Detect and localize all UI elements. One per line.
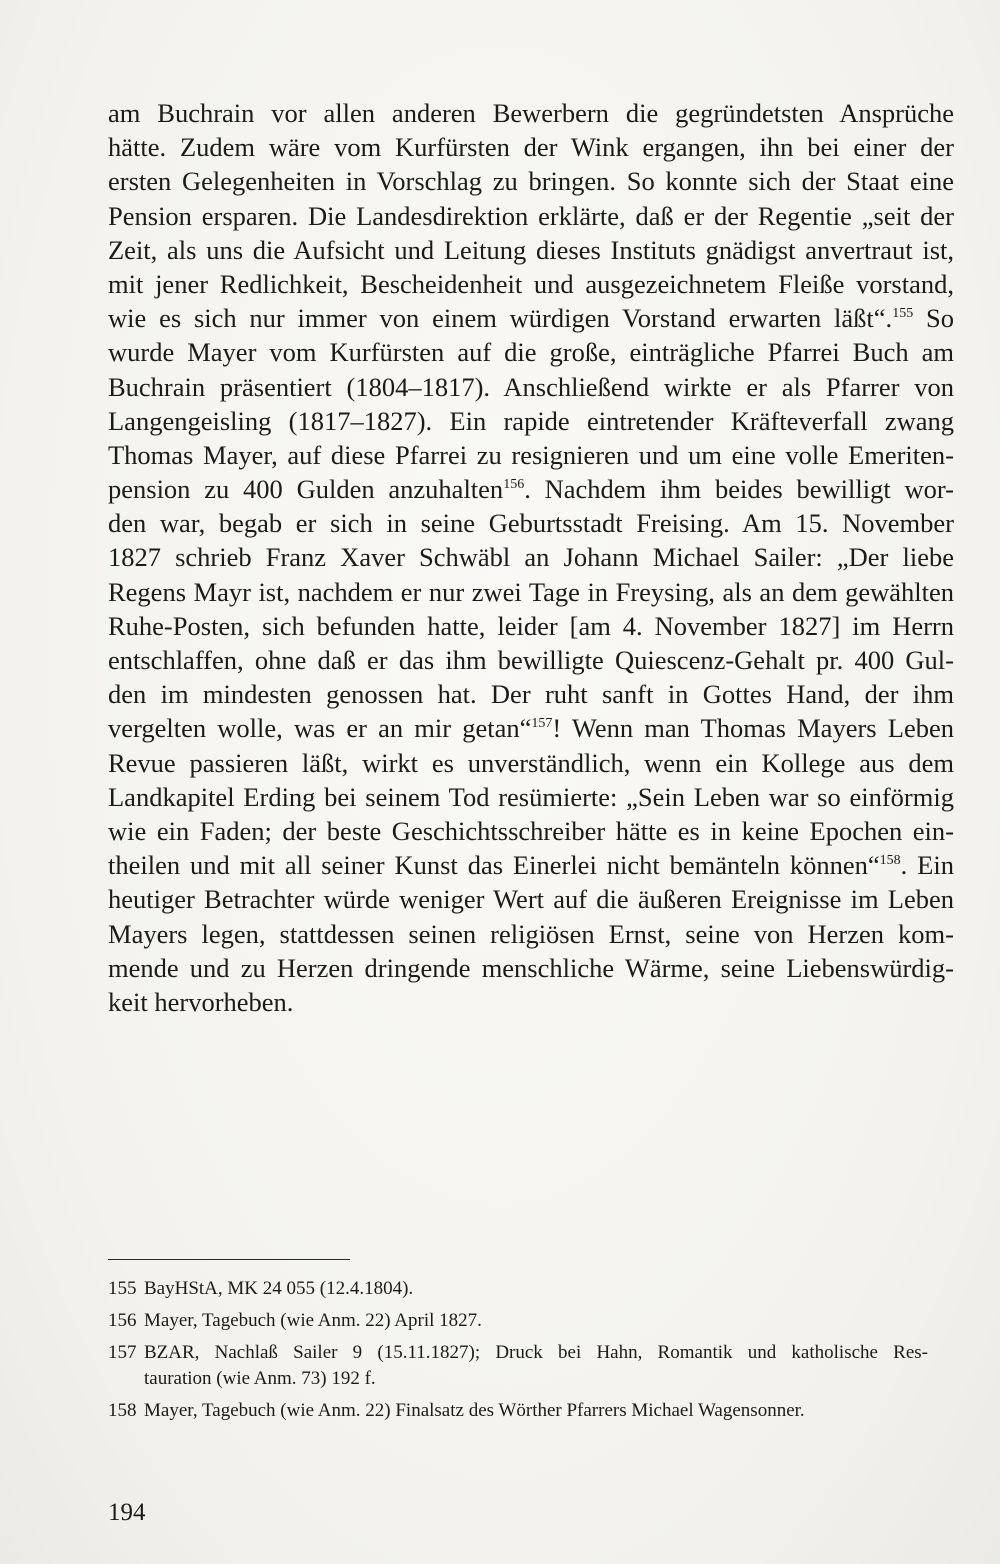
text-line: mit jener Redlichkeit, Bescheidenheit und ausgezeichnetem Fleiße vorstand, — [108, 268, 954, 299]
text-line: Regens Mayr ist, nachdem er nur zwei Tage in Freysing, als an dem gewählten — [108, 576, 954, 607]
text-line — [108, 711, 954, 745]
footnote-divider — [108, 1259, 350, 1260]
text-line-last: keit hervorheben. — [108, 986, 294, 1017]
text-segment: . Nachdem ihm beides bewilligt wor- — [524, 474, 954, 505]
text-line: Pension ersparen. Die Landesdirektion erklärte, daß er der Regentie „seit der — [108, 200, 954, 231]
text-line: Mayers legen, stattdessen seinen religiösen Ernst, seine von Herzen kom- — [108, 918, 954, 949]
footnote-text: Mayer, Tagebuch (wie Anm. 22) April 1827. — [144, 1310, 482, 1331]
text-line — [108, 472, 954, 506]
footnote-text — [144, 1340, 928, 1392]
text-line: Revue passieren läßt, wirkt es unverständlich, wenn ein Kollege aus dem — [108, 747, 954, 778]
text-line: Buchrain präsentiert (1804–1817). Anschließend wirkte er als Pfarrer von — [108, 371, 954, 402]
text-line: Langengeisling (1817–1827). Ein rapide eintretender Kräfteverfall zwang — [108, 405, 954, 436]
text-line: Zeit, als uns die Aufsicht und Leitung dieses Instituts gnädigst anvertraut ist, — [108, 234, 954, 265]
text-segment: ! Wenn man Thomas Mayers Leben — [552, 713, 954, 744]
text-line: Landkapitel Erding bei seinem Tod resümierte: „Sein Leben war so einförmig — [108, 781, 954, 812]
footnote-text: BayHStA, MK 24 055 (12.4.1804). — [144, 1278, 414, 1299]
footnote-158 — [108, 1398, 928, 1424]
footnotes — [108, 1276, 928, 1430]
text-line: ersten Gelegenheiten in Vorschlag zu bringen. So konnte sich der Staat eine — [108, 166, 954, 197]
text-segment: So — [913, 303, 954, 334]
text-line: hätte. Zudem wäre vom Kurfürsten der Wink ergangen, ihn bei einer der — [108, 132, 954, 163]
text-segment: pension zu 400 Gulden anzuhalten — [108, 474, 504, 505]
text-segment: theilen und mit all seiner Kunst das Einerlei nicht bemänteln können“ — [108, 850, 880, 881]
footnote-156 — [108, 1308, 928, 1334]
text-line: den im mindesten genossen hat. Der ruht sanft in Gottes Hand, der ihm — [108, 679, 954, 710]
footnote-number: 155 — [108, 1278, 137, 1299]
text-segment: vergelten wolle, was er an mir getan“ — [108, 713, 532, 744]
text-line — [108, 848, 954, 882]
footnote-ref-155: 155 — [892, 306, 914, 322]
footnote-number: 157 — [108, 1342, 137, 1363]
main-text — [108, 96, 954, 1019]
text-line: 1827 schrieb Franz Xaver Schwäbl an Johann Michael Sailer: „Der liebe — [108, 542, 954, 573]
text-line: mende und zu Herzen dringende menschliche Wärme, seine Liebenswürdig- — [108, 952, 954, 983]
footnote-text-line: tauration (wie Anm. 73) 192 f. — [144, 1368, 376, 1389]
text-segment: wie es sich nur immer von einem würdigen Vorstand erwarten läßt“. — [108, 303, 893, 334]
text-segment: . Ein — [900, 850, 954, 881]
text-line — [108, 301, 954, 335]
footnote-text: Mayer, Tagebuch (wie Anm. 22) Finalsatz des Wörther Pfarrers Michael Wagensonner. — [144, 1400, 805, 1421]
text-line: entschlaffen, ohne daß er das ihm bewilligte Quiescenz-Gehalt pr. 400 Gul- — [108, 645, 954, 675]
footnote-number: 156 — [108, 1310, 137, 1331]
text-line: wie ein Faden; der beste Geschichtsschreiber hätte es in keine Epochen ein- — [108, 815, 954, 846]
footnote-ref-157: 157 — [531, 716, 553, 732]
page-number: 194 — [108, 1499, 146, 1526]
text-line: wurde Mayer vom Kurfürsten auf die große, einträgliche Pfarrei Buch am — [108, 337, 954, 368]
text-line: Thomas Mayer, auf diese Pfarrei zu resignieren und um eine volle Emeriten- — [108, 439, 954, 470]
footnote-155 — [108, 1276, 928, 1302]
text-line: heutiger Betrachter würde weniger Wert auf die äußeren Ereignisse im Leben — [108, 884, 954, 915]
text-line: Ruhe-Posten, sich befunden hatte, leider [am 4. November 1827] im Herrn — [108, 610, 954, 641]
footnote-157 — [108, 1340, 928, 1392]
text-line: am Buchrain vor allen anderen Bewerbern die gegründetsten Ansprüche — [108, 98, 954, 128]
footnote-ref-156: 156 — [503, 477, 525, 493]
footnote-ref-158: 158 — [879, 853, 901, 869]
footnote-number: 158 — [108, 1400, 137, 1421]
footnote-text-line: BZAR, Nachlaß Sailer 9 (15.11.1827); Druck bei Hahn, Romantik und katholische Res- — [144, 1342, 928, 1363]
text-line: den war, begab er sich in seine Geburtsstadt Freising. Am 15. November — [108, 508, 954, 539]
